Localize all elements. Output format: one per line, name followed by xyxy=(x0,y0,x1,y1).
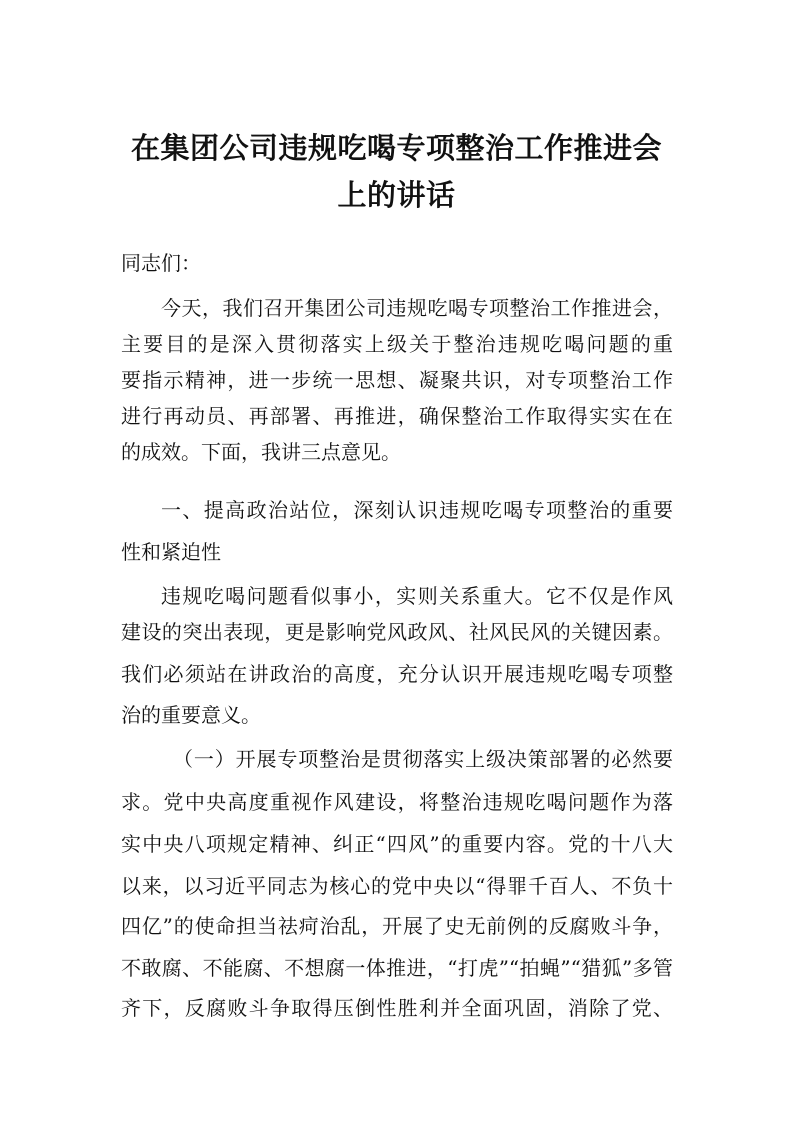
paragraph-line: 治的重要意义。 xyxy=(121,703,261,727)
section-heading-line: 性和紧迫性 xyxy=(121,540,221,564)
paragraph-line: 齐下，反腐败斗争取得压倒性胜利并全面巩固，消除了党、 xyxy=(121,996,673,1020)
paragraph-line: 实中央八项规定精神、纠正“四风”的重要内容。党的十八大 xyxy=(121,832,673,856)
paragraph-line: 我们必须站在讲政治的高度，充分认识开展违规吃喝专项整 xyxy=(121,662,673,686)
document-title-line-2: 上的讲话 xyxy=(337,178,456,212)
paragraph-line: 进行再动员、再部署、再推进，确保整治工作取得实实在在 xyxy=(121,404,673,428)
section-heading-line: 一、提高政治站位，深刻认识违规吃喝专项整治的重要 xyxy=(161,498,673,522)
paragraph-line: 求。党中央高度重视作风建设，将整治违规吃喝问题作为落 xyxy=(121,790,673,814)
document-title-line-1: 在集团公司违规吃喝专项整治工作推进会 xyxy=(130,131,662,165)
paragraph-line: 以来，以习近平同志为核心的党中央以“得罪千百人、不负十 xyxy=(121,874,673,898)
subsection-line: （一）开展专项整治是贯彻落实上级决策部署的必然要 xyxy=(173,747,673,771)
paragraph-line: 四亿”的使命担当祛疴治乱，开展了史无前例的反腐败斗争， xyxy=(121,914,673,938)
paragraph-line: 违规吃喝问题看似事小，实则关系重大。它不仅是作风 xyxy=(161,584,673,608)
paragraph-line: 主要目的是深入贯彻落实上级关于整治违规吃喝问题的重 xyxy=(121,332,673,356)
paragraph-line: 今天，我们召开集团公司违规吃喝专项整治工作推进会， xyxy=(161,296,673,320)
paragraph-line: 建设的突出表现，更是影响党风政风、社风民风的关键因素。 xyxy=(121,620,673,644)
paragraph-line: 不敢腐、不能腐、不想腐一体推进，“打虎”“拍蝇”“猎狐”多管 xyxy=(121,956,673,980)
paragraph-line: 要指示精神，进一步统一思想、凝聚共识，对专项整治工作 xyxy=(121,368,673,392)
salutation: 同志们： xyxy=(121,251,201,275)
paragraph-line: 的成效。下面，我讲三点意见。 xyxy=(121,440,401,464)
